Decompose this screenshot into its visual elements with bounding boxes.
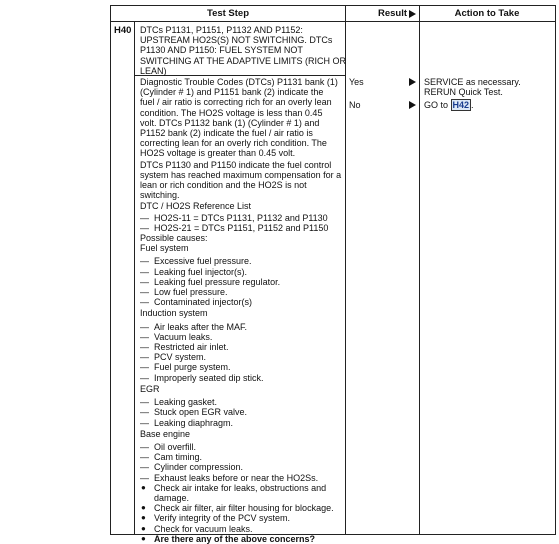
action-goto-prefix: GO to xyxy=(424,100,449,110)
para-line: Diagnostic Trouble Codes (DTCs) P1131 bank (1) xyxy=(140,77,338,87)
cause-item: — Oil overfill. xyxy=(140,442,344,452)
induction-system-list xyxy=(140,322,344,383)
check-item: ● Check for vacuum leaks. xyxy=(140,524,344,534)
para-line: switching. xyxy=(140,190,180,201)
result-no-arrow-icon xyxy=(409,101,416,111)
cause-item: — Low fuel pressure. xyxy=(140,287,344,297)
check-item: ● Verify integrity of the PCV system. xyxy=(140,513,344,523)
para-line: condition. The HO2S voltage is less than 0.45 xyxy=(140,107,323,118)
step-title xyxy=(140,25,346,76)
para-line: correcting lean for an overly rich condition. The xyxy=(140,138,327,149)
title-line: DTCs P1131, P1151, P1132 AND P1152: xyxy=(140,25,303,35)
divider-id xyxy=(134,22,135,534)
cause-item: — Leaking gasket. xyxy=(140,397,344,407)
header-result-label: Result xyxy=(377,8,408,19)
header-arrow-icon xyxy=(409,10,416,20)
step-body xyxy=(140,77,344,544)
para-line: (Cylinder # 1) and P1151 bank (2) indicate the xyxy=(140,87,324,98)
divider-action xyxy=(419,6,420,534)
step-id: H40 xyxy=(114,25,132,36)
possible-causes-label: Possible causes: xyxy=(140,233,208,244)
para-line: P1152 bank (2) indicate the fuel / air ratio is xyxy=(140,128,313,139)
base-engine-title: Base engine xyxy=(140,428,191,439)
cause-item: — Leaking diaphragm. xyxy=(140,418,344,428)
header-action: Action to Take xyxy=(419,6,555,22)
reference-item: — HO2S-11 = DTCs P1131, P1132 and P1130 xyxy=(140,213,344,223)
fuel-system-title: Fuel system xyxy=(140,243,189,254)
cause-item: — Improperly seated dip stick. xyxy=(140,373,344,383)
cause-item: — Leaking fuel injector(s). xyxy=(140,267,344,277)
cause-item: — Contaminated injector(s) xyxy=(140,297,344,307)
title-line: LEAN) xyxy=(140,65,167,76)
cause-item: — Restricted air inlet. xyxy=(140,342,344,352)
action-yes xyxy=(424,77,521,97)
cause-item: — Exhaust leaks before or near the HO2Ss. xyxy=(140,473,344,483)
description-para-2 xyxy=(140,160,344,201)
title-line: SWITCHING AT THE ADAPTIVE LIMITS (RICH OR xyxy=(140,55,347,66)
result-no: No xyxy=(349,100,361,110)
action-service: SERVICE as necessary. xyxy=(424,77,521,87)
para-line: fuel / air ratio is correcting rich for an overly lean xyxy=(140,97,332,108)
reference-list-title: DTC / HO2S Reference List xyxy=(140,201,252,212)
result-yes-arrow-icon xyxy=(409,78,416,88)
cause-item: — Excessive fuel pressure. xyxy=(140,256,344,266)
cause-item: — Cam timing. xyxy=(140,452,344,462)
induction-system-title: Induction system xyxy=(140,308,208,319)
reference-list xyxy=(140,213,344,233)
question-item: ● Are there any of the above concerns? xyxy=(140,534,344,544)
egr-title: EGR xyxy=(140,383,160,394)
cause-item: — Vacuum leaks. xyxy=(140,332,344,342)
cause-item: — Stuck open EGR valve. xyxy=(140,407,344,417)
cause-item: — Air leaks after the MAF. xyxy=(140,322,344,332)
action-goto-suffix: . xyxy=(471,100,474,110)
title-line: P1130 AND P1150: FUEL SYSTEM NOT xyxy=(140,45,303,56)
header-test-step: Test Step xyxy=(111,6,345,22)
check-list xyxy=(140,483,344,544)
cause-item: — Cylinder compression. xyxy=(140,462,344,472)
cause-item: — PCV system. xyxy=(140,352,344,362)
description-para-1 xyxy=(140,77,344,159)
fuel-system-list xyxy=(140,256,344,307)
action-rerun: RERUN Quick Test. xyxy=(424,87,503,98)
base-engine-list xyxy=(140,442,344,483)
goto-h42-link[interactable]: H42 xyxy=(452,100,470,110)
check-item-continued: damage. xyxy=(154,492,190,503)
check-item: ● Check air intake for leaks, obstructions and xyxy=(140,483,344,493)
para-line: DTCs P1130 and P1150 indicate the fuel control xyxy=(140,159,332,170)
diagnostic-table xyxy=(110,5,556,544)
para-line: HO2S voltage is greater than 0.45 volt. xyxy=(140,148,296,159)
title-line: UPSTREAM HO2S(S) NOT SWITCHING. DTCs xyxy=(140,35,333,46)
divider-result xyxy=(345,6,346,534)
para-line: system has reached maximum compensation for a xyxy=(140,169,342,180)
egr-list xyxy=(140,397,344,428)
cause-item: — Fuel purge system. xyxy=(140,362,344,372)
para-line: volt. DTCs P1132 bank (1) (Cylinder # 1) and xyxy=(140,117,320,128)
cause-item: — Leaking fuel pressure regulator. xyxy=(140,277,344,287)
reference-item: — HO2S-21 = DTCs P1151, P1152 and P1150 xyxy=(140,223,344,233)
action-no xyxy=(424,100,474,110)
check-item: ● Check air filter, air filter housing for blockage. xyxy=(140,503,344,513)
result-yes: Yes xyxy=(349,77,364,87)
para-line: lean or rich condition and the HO2S is not xyxy=(140,180,307,191)
